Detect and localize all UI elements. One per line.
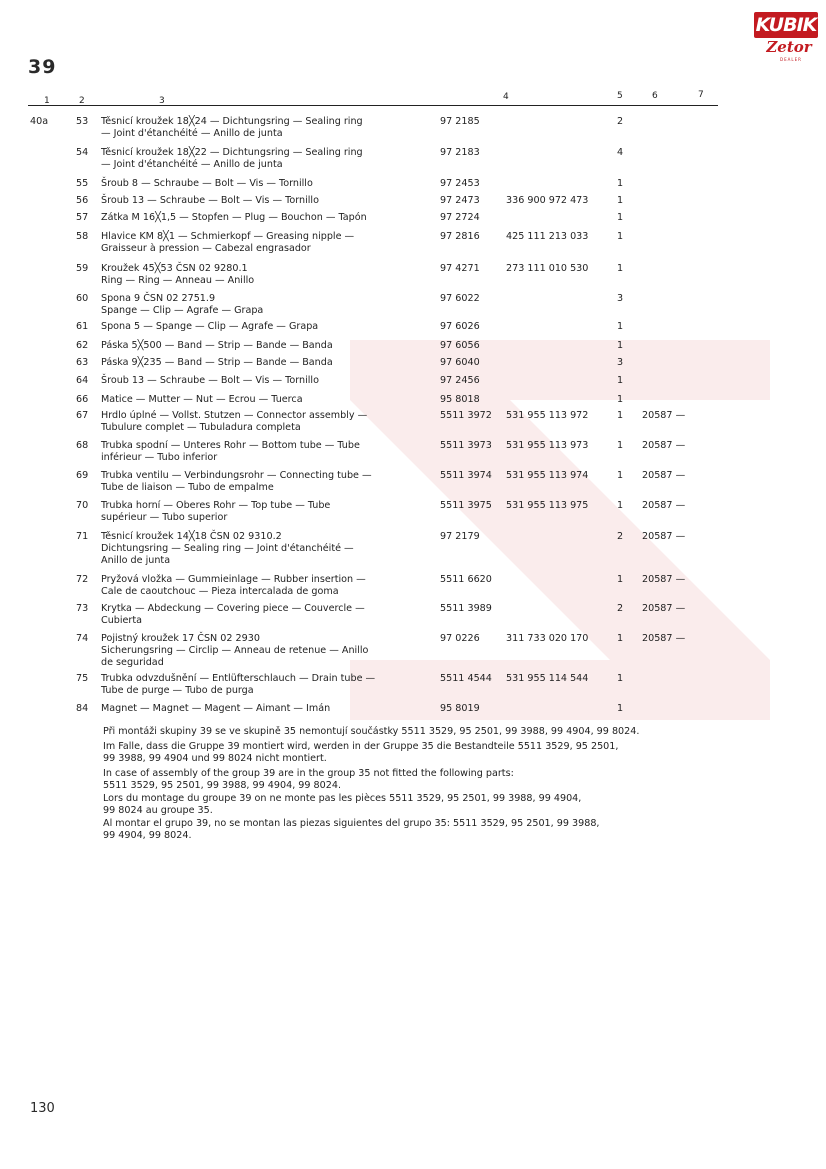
description-line: Krytka — Abdeckung — Covering piece — Couvercle — — [101, 603, 365, 614]
note-line: Při montáži skupiny 39 se ve skupině 35 nemontují součástky 5511 3529, 95 2501, 99 3988, 99 4904, 99 8024. — [103, 726, 640, 737]
part-number-cell: 97 6026 — [440, 321, 480, 332]
description-cell — [101, 293, 263, 317]
description-line: Sicherungsring — Circlip — Anneau de retenue — Anillo — [101, 645, 369, 656]
part-number-cell: 97 2473 — [440, 195, 480, 206]
description-cell — [101, 340, 333, 352]
note-line: 99 8024 au groupe 35. — [103, 805, 213, 816]
group-number: 39 — [28, 56, 57, 78]
quantity-cell: 2 — [617, 116, 624, 127]
part-number-cell: 97 2724 — [440, 212, 480, 223]
quantity-cell: 1 — [617, 375, 624, 386]
description-line: Tube de liaison — Tubo de empalme — [101, 482, 274, 493]
note-line: 99 3988, 99 4904 und 99 8024 nicht montiert. — [103, 753, 327, 764]
serial-cell: 20587 — — [642, 603, 686, 614]
column-header-3: 3 — [159, 96, 165, 106]
quantity-cell: 4 — [617, 147, 624, 158]
description-cell — [101, 531, 354, 567]
description-line: Anillo de junta — [101, 555, 171, 566]
quantity-cell: 1 — [617, 231, 624, 242]
description-line: Spange — Clip — Agrafe — Grapa — [101, 305, 264, 316]
description-line: Šroub 13 — Schraube — Bolt — Vis — Tornillo — [101, 375, 319, 386]
note-line: Al montar el grupo 39, no se montan las piezas siguientes del grupo 35: 5511 3529, 95 2501, 99 3988, — [103, 818, 600, 829]
description-cell — [101, 410, 367, 434]
position-cell: 84 — [76, 703, 89, 714]
part-number-cell: 95 8019 — [440, 703, 480, 714]
part-number-cell: 97 6056 — [440, 340, 480, 351]
quantity-cell: 1 — [617, 212, 624, 223]
header-rule — [28, 105, 718, 106]
position-cell: 60 — [76, 293, 89, 304]
description-line: de seguridad — [101, 657, 164, 668]
note-line: Lors du montage du groupe 39 on ne monte pas les pièces 5511 3529, 95 2501, 99 3988, 99 4904, — [103, 793, 582, 804]
quantity-cell: 1 — [617, 470, 624, 481]
description-line: Pryžová vložka — Gummieinlage — Rubber insertion — — [101, 574, 366, 585]
part-number-cell: 5511 3974 — [440, 470, 492, 481]
position-cell: 54 — [76, 147, 89, 158]
quantity-cell: 1 — [617, 321, 624, 332]
part-number-cell: 97 2816 — [440, 231, 480, 242]
description-cell — [101, 116, 363, 140]
description-line: Cale de caoutchouc — Pieza intercalada de goma — [101, 586, 339, 597]
description-cell — [101, 195, 319, 207]
note-line: In case of assembly of the group 39 are in the group 35 not fitted the following parts: — [103, 768, 514, 779]
position-cell: 61 — [76, 321, 89, 332]
description-line: Dichtungsring — Sealing ring — Joint d'étanchéité — — [101, 543, 354, 554]
description-line: Tube de purge — Tubo de purga — [101, 685, 254, 696]
part-number-cell: 5511 6620 — [440, 574, 492, 585]
description-cell — [101, 321, 318, 333]
description-line: Zátka M 16╳1,5 — Stopfen — Plug — Bouchon — Tapón — [101, 212, 367, 223]
position-cell: 66 — [76, 394, 89, 405]
position-cell: 67 — [76, 410, 89, 421]
description-line: — Joint d'étanchéité — Anillo de junta — [101, 159, 283, 170]
position-cell: 68 — [76, 440, 89, 451]
kubik-zetor-logo — [754, 12, 818, 66]
description-cell — [101, 703, 330, 715]
quantity-cell: 1 — [617, 195, 624, 206]
quantity-cell: 3 — [617, 357, 624, 368]
logo-zetor-text: Zetor — [766, 38, 812, 56]
quantity-cell: 1 — [617, 633, 624, 644]
alt-number-cell: 531 955 113 973 — [506, 440, 589, 451]
alt-number-cell: 336 900 972 473 — [506, 195, 589, 206]
column-header-4: 4 — [503, 92, 509, 102]
description-line: Šroub 8 — Schraube — Bolt — Vis — Tornillo — [101, 178, 313, 189]
alt-number-cell: 425 111 213 033 — [506, 231, 589, 242]
description-line: Páska 9╳235 — Band — Strip — Bande — Banda — [101, 357, 333, 368]
part-number-cell: 97 4271 — [440, 263, 480, 274]
position-cell: 64 — [76, 375, 89, 386]
quantity-cell: 2 — [617, 603, 624, 614]
description-cell — [101, 212, 367, 224]
alt-number-cell: 531 955 113 974 — [506, 470, 589, 481]
quantity-cell: 1 — [617, 703, 624, 714]
serial-cell: 20587 — — [642, 574, 686, 585]
quantity-cell: 3 — [617, 293, 624, 304]
description-line: Páska 5╳500 — Band — Strip — Bande — Banda — [101, 340, 333, 351]
serial-cell: 20587 — — [642, 633, 686, 644]
part-number-cell: 97 0226 — [440, 633, 480, 644]
description-line: supérieur — Tubo superior — [101, 512, 228, 523]
position-cell: 62 — [76, 340, 89, 351]
description-line: Graisseur à pression — Cabezal engrasador — [101, 243, 311, 254]
quantity-cell: 1 — [617, 340, 624, 351]
quantity-cell: 1 — [617, 178, 624, 189]
description-cell — [101, 231, 354, 255]
description-cell — [101, 574, 366, 598]
description-line: Těsnicí kroužek 18╳22 — Dichtungsring — Sealing ring — [101, 147, 363, 158]
description-cell — [101, 147, 363, 171]
serial-cell: 20587 — — [642, 500, 686, 511]
description-cell — [101, 263, 254, 287]
description-cell — [101, 603, 365, 627]
logo-tagline: DEALER — [780, 57, 802, 62]
description-cell — [101, 500, 330, 524]
position-cell: 74 — [76, 633, 89, 644]
position-cell: 69 — [76, 470, 89, 481]
quantity-cell: 2 — [617, 531, 624, 542]
part-number-cell: 97 6040 — [440, 357, 480, 368]
description-line: Spona 5 — Spange — Clip — Agrafe — Grapa — [101, 321, 319, 332]
description-line: Tubulure complet — Tubuladura completa — [101, 422, 301, 433]
group-cell: 40a — [30, 116, 49, 127]
quantity-cell: 1 — [617, 440, 624, 451]
column-header-2: 2 — [79, 96, 85, 106]
quantity-cell: 1 — [617, 574, 624, 585]
part-number-cell: 5511 4544 — [440, 673, 492, 684]
description-cell — [101, 673, 375, 697]
part-number-cell: 97 2183 — [440, 147, 480, 158]
quantity-cell: 1 — [617, 263, 624, 274]
position-cell: 55 — [76, 178, 89, 189]
description-cell — [101, 470, 372, 494]
description-line: Trubka spodní — Unteres Rohr — Bottom tube — Tube — [101, 440, 360, 451]
position-cell: 75 — [76, 673, 89, 684]
position-cell: 73 — [76, 603, 89, 614]
description-line: Trubka horní — Oberes Rohr — Top tube — Tube — [101, 500, 331, 511]
logo-kubik-text: KUBIK — [755, 14, 817, 36]
part-number-cell: 97 2179 — [440, 531, 480, 542]
part-number-cell: 97 2453 — [440, 178, 480, 189]
description-line: Hrdlo úplné — Vollst. Stutzen — Connector assembly — — [101, 410, 368, 421]
part-number-cell: 97 6022 — [440, 293, 480, 304]
serial-cell: 20587 — — [642, 531, 686, 542]
description-line: Trubka odvzdušnění — Entlüfterschlauch — Drain tube — — [101, 673, 376, 684]
position-cell: 53 — [76, 116, 89, 127]
description-line: Ring — Ring — Anneau — Anillo — [101, 275, 255, 286]
description-cell — [101, 178, 313, 190]
serial-cell: 20587 — — [642, 410, 686, 421]
position-cell: 71 — [76, 531, 89, 542]
alt-number-cell: 531 955 114 544 — [506, 673, 589, 684]
description-line: Matice — Mutter — Nut — Ecrou — Tuerca — [101, 394, 303, 405]
column-header-7: 7 — [698, 90, 704, 100]
description-line: Hlavice KM 8╳1 — Schmierkopf — Greasing nipple — — [101, 231, 355, 242]
note-line: Im Falle, dass die Gruppe 39 montiert wird, werden in der Gruppe 35 die Bestandteile 5511 3529, 95 2501, — [103, 741, 619, 752]
description-line: Šroub 13 — Schraube — Bolt — Vis — Tornillo — [101, 195, 319, 206]
description-line: Cubierta — [101, 615, 143, 626]
position-cell: 70 — [76, 500, 89, 511]
part-number-cell: 5511 3989 — [440, 603, 492, 614]
position-cell: 72 — [76, 574, 89, 585]
position-cell: 56 — [76, 195, 89, 206]
quantity-cell: 1 — [617, 394, 624, 405]
description-line: Kroužek 45╳53 ČSN 02 9280.1 — [101, 263, 248, 274]
description-line: Pojistný kroužek 17 ČSN 02 2930 — [101, 633, 260, 644]
part-number-cell: 5511 3972 — [440, 410, 492, 421]
part-number-cell: 97 2456 — [440, 375, 480, 386]
serial-cell: 20587 — — [642, 440, 686, 451]
alt-number-cell: 531 955 113 975 — [506, 500, 589, 511]
description-cell — [101, 440, 360, 464]
description-line: Těsnicí kroužek 14╳18 ČSN 02 9310.2 — [101, 531, 282, 542]
description-line: — Joint d'étanchéité — Anillo de junta — [101, 128, 283, 139]
alt-number-cell: 311 733 020 170 — [506, 633, 589, 644]
quantity-cell: 1 — [617, 500, 624, 511]
part-number-cell: 95 8018 — [440, 394, 480, 405]
page-number: 130 — [30, 1101, 55, 1116]
description-cell — [101, 633, 368, 669]
position-cell: 58 — [76, 231, 89, 242]
position-cell: 59 — [76, 263, 89, 274]
assembly-notes — [103, 726, 639, 842]
description-cell — [101, 357, 333, 369]
column-header-5: 5 — [617, 91, 623, 101]
serial-cell: 20587 — — [642, 470, 686, 481]
note-line: 5511 3529, 95 2501, 99 3988, 99 4904, 99 8024. — [103, 780, 342, 791]
description-line: Těsnicí kroužek 18╳24 — Dichtungsring — Sealing ring — [101, 116, 363, 127]
part-number-cell: 5511 3973 — [440, 440, 492, 451]
part-number-cell: 97 2185 — [440, 116, 480, 127]
description-line: Trubka ventilu — Verbindungsrohr — Connecting tube — — [101, 470, 372, 481]
column-header-6: 6 — [652, 91, 658, 101]
description-line: Magnet — Magnet — Magent — Aimant — Imán — [101, 703, 331, 714]
note-line: 99 4904, 99 8024. — [103, 830, 192, 841]
description-line: Spona 9 ČSN 02 2751.9 — [101, 293, 216, 304]
description-line: inférieur — Tubo inferior — [101, 452, 218, 463]
alt-number-cell: 531 955 113 972 — [506, 410, 589, 421]
description-cell — [101, 394, 303, 406]
quantity-cell: 1 — [617, 410, 624, 421]
alt-number-cell: 273 111 010 530 — [506, 263, 589, 274]
column-header-1: 1 — [44, 96, 50, 106]
position-cell: 57 — [76, 212, 89, 223]
quantity-cell: 1 — [617, 673, 624, 684]
part-number-cell: 5511 3975 — [440, 500, 492, 511]
position-cell: 63 — [76, 357, 89, 368]
description-cell — [101, 375, 319, 387]
